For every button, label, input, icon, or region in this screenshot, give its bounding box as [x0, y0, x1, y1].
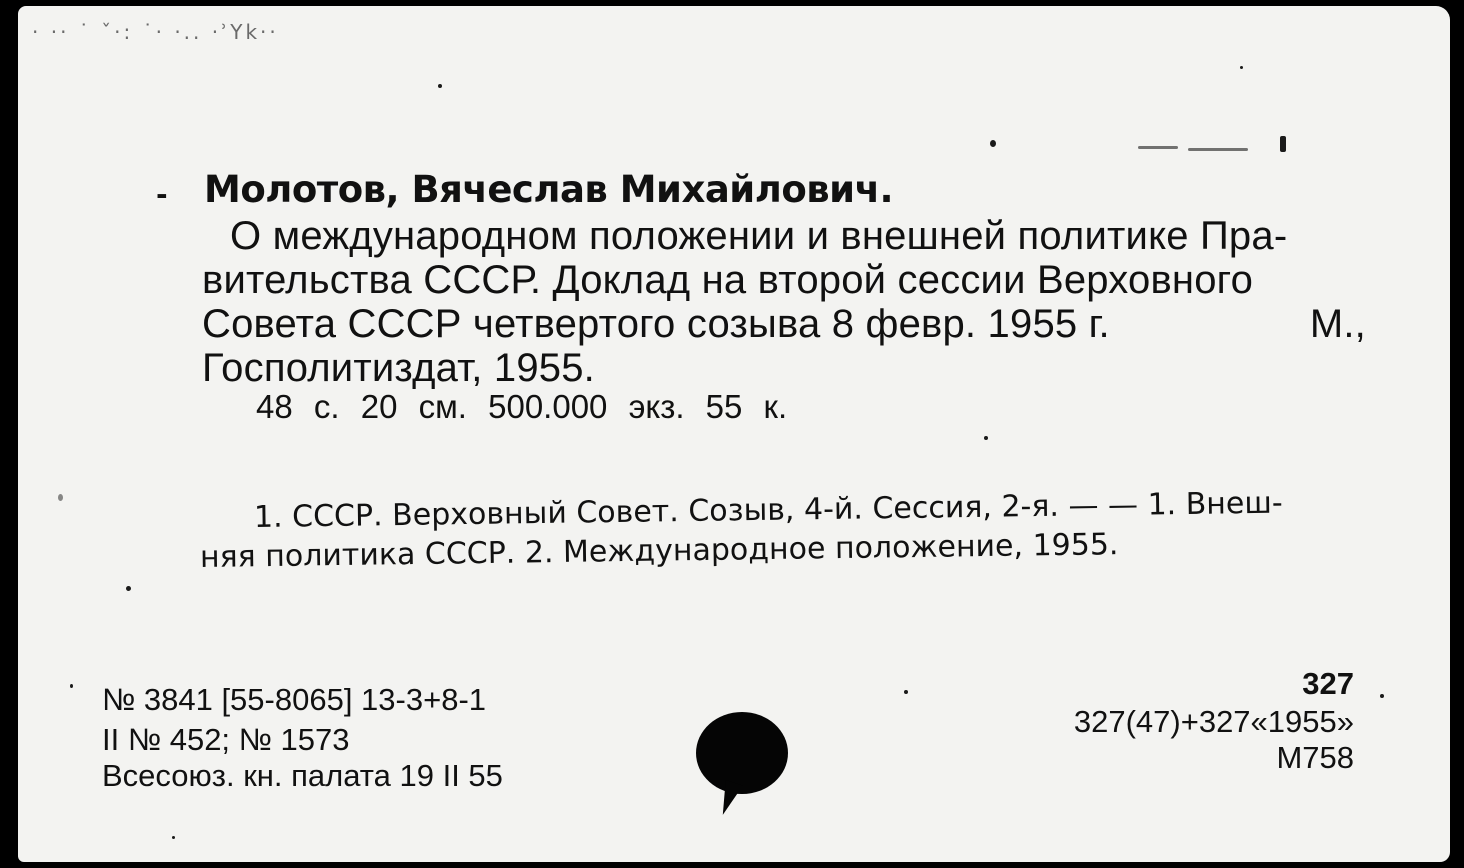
title-line-1: О международном положении и внешней политике Пра- — [230, 214, 1288, 258]
bullet-mark: - — [156, 178, 168, 211]
publisher-line: Госполитиздат, 1955. — [202, 346, 595, 390]
speck — [990, 140, 996, 147]
speck — [438, 84, 442, 88]
title-line-3: Совета СССР четвертого созыва 8 февр. 1955 г. — [202, 302, 1110, 346]
speck — [126, 586, 131, 591]
subject-line-1: 1. СССР. Верховный Совет. Созыв, 4-й. Сессия, 2-я. — — 1. Внеш- — [253, 485, 1283, 535]
title-line-2: вительства СССР. Доклад на второй сессии Верховного — [202, 258, 1254, 302]
catalog-card — [18, 6, 1450, 862]
chamber-date: Всесоюз. кн. палата 19 II 55 — [102, 758, 503, 793]
punch-hole — [696, 712, 788, 794]
card-number: № 3841 [55-8065] 13-3+8-1 — [102, 682, 487, 717]
speck — [1188, 148, 1248, 151]
speck — [1280, 136, 1286, 152]
speck — [1138, 146, 1178, 149]
registry-number: II № 452; № 1573 — [102, 722, 350, 757]
physical-description: 48 с. 20 см. 500.000 экз. 55 к. — [256, 388, 788, 425]
speck — [984, 436, 988, 440]
subject-line-2: няя политика СССР. 2. Международное положение, 1955. — [199, 527, 1119, 575]
header-noise: · ·· ˙ ˇ·: ˙· ·.. ·ʾYk·· — [32, 20, 279, 44]
speck — [1380, 694, 1384, 698]
author-heading: Молотов, Вячеслав Михайлович. — [204, 168, 894, 211]
speck — [70, 684, 73, 688]
publication-place: М., — [1309, 302, 1366, 346]
speck — [904, 690, 908, 694]
speck — [1240, 66, 1243, 69]
speck — [172, 836, 175, 839]
classification-detail: 327(47)+327«1955» — [1073, 704, 1354, 739]
author-mark: М758 — [1276, 740, 1354, 775]
speck — [58, 494, 63, 501]
classification-main: 327 — [1302, 666, 1354, 701]
